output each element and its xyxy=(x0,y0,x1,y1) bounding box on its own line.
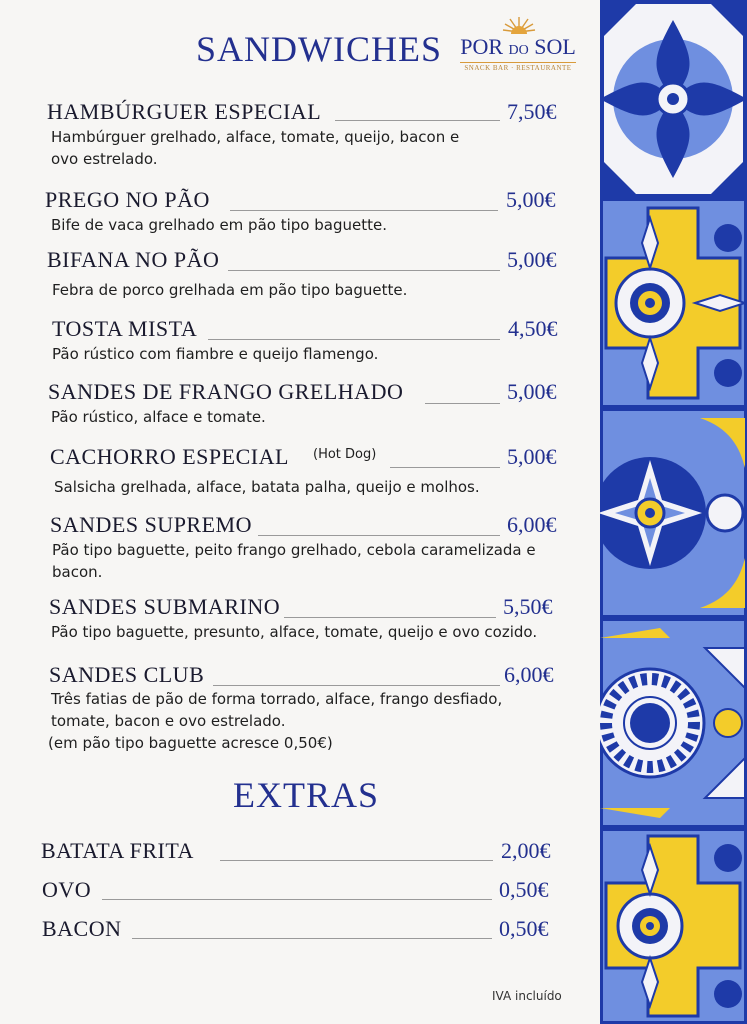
tile-yellow-cross xyxy=(600,198,747,408)
sun-icon xyxy=(502,16,536,34)
item-name: SANDES SUBMARINO xyxy=(49,594,281,619)
extra-name: BACON xyxy=(42,916,122,941)
item-price: 6,00€ xyxy=(504,662,554,687)
leader-line xyxy=(228,270,500,271)
azulejo-tile-column xyxy=(600,0,747,1024)
page-title: SANDWICHES xyxy=(196,29,443,69)
item-price: 5,00€ xyxy=(507,444,557,469)
item-description: Pão tipo baguette, peito frango grelhado, cebola caramelizada e bacon. xyxy=(52,541,536,581)
leader-line xyxy=(208,339,500,340)
logo-word-1: POR xyxy=(460,34,503,59)
extra-price: 2,00€ xyxy=(501,838,551,863)
leader-line xyxy=(132,938,492,939)
leader-line xyxy=(220,860,493,861)
item-name: CACHORRO ESPECIAL xyxy=(50,444,289,469)
leader-line xyxy=(102,899,492,900)
item-name: PREGO NO PÃO xyxy=(45,187,210,212)
leader-line xyxy=(284,617,496,618)
tile-white-star xyxy=(600,408,747,618)
tax-note: IVA incluído xyxy=(492,989,562,1003)
extras-title: EXTRAS xyxy=(233,775,380,815)
item-description: Pão rústico com fiambre e queijo flamengo. xyxy=(52,345,379,363)
item-name: BIFANA NO PÃO xyxy=(47,247,220,272)
leader-line xyxy=(390,467,500,468)
item-price: 5,00€ xyxy=(507,247,557,272)
item-extra-note: (em pão tipo baguette acresce 0,50€) xyxy=(48,734,333,752)
item-description: Pão tipo baguette, presunto, alface, tomate, queijo e ovo cozido. xyxy=(51,623,538,641)
item-price: 4,50€ xyxy=(508,316,558,341)
item-price: 5,00€ xyxy=(506,187,556,212)
tile-yellow-cross-2 xyxy=(600,828,747,1024)
logo-subtitle: SNACK BAR · RESTAURANTE xyxy=(464,64,572,72)
item-description: Três fatias de pão de forma torrado, alface, frango desfiado, tomate, bacon e ovo estrelado. xyxy=(51,690,503,730)
item-note: (Hot Dog) xyxy=(313,447,377,462)
extra-price: 0,50€ xyxy=(499,877,549,902)
item-description: Bife de vaca grelhado em pão tipo baguette. xyxy=(51,216,387,234)
leader-line xyxy=(425,403,500,404)
logo-divider xyxy=(460,62,576,63)
extra-name: BATATA FRITA xyxy=(41,838,194,863)
item-description: Febra de porco grelhada em pão tipo baguette. xyxy=(52,281,408,299)
logo-word-3: SOL xyxy=(534,34,576,59)
leader-line xyxy=(335,120,500,121)
logo-word-2: DO xyxy=(508,43,529,58)
tile-sun-disc xyxy=(600,618,747,828)
logo-name xyxy=(458,34,578,60)
item-description: Hambúrguer grelhado, alface, tomate, queijo, bacon e ovo estrelado. xyxy=(51,128,460,168)
item-name: TOSTA MISTA xyxy=(52,316,198,341)
item-price: 5,50€ xyxy=(503,594,553,619)
item-name: HAMBÚRGUER ESPECIAL xyxy=(47,99,322,124)
extra-name: OVO xyxy=(42,877,92,902)
leader-line xyxy=(230,210,498,211)
item-price: 5,00€ xyxy=(507,379,557,404)
item-name: SANDES DE FRANGO GRELHADO xyxy=(48,379,404,404)
item-description: Salsicha grelhada, alface, batata palha, queijo e molhos. xyxy=(54,478,480,496)
item-name: SANDES SUPREMO xyxy=(50,512,252,537)
extra-price: 0,50€ xyxy=(499,916,549,941)
brand-logo xyxy=(458,16,578,72)
leader-line xyxy=(258,535,500,536)
item-price: 6,00€ xyxy=(507,512,557,537)
leader-line xyxy=(213,685,500,686)
item-price: 7,50€ xyxy=(507,99,557,124)
item-name: SANDES CLUB xyxy=(49,662,205,687)
tile-blue-floral xyxy=(600,0,747,198)
item-description: Pão rústico, alface e tomate. xyxy=(51,408,266,426)
